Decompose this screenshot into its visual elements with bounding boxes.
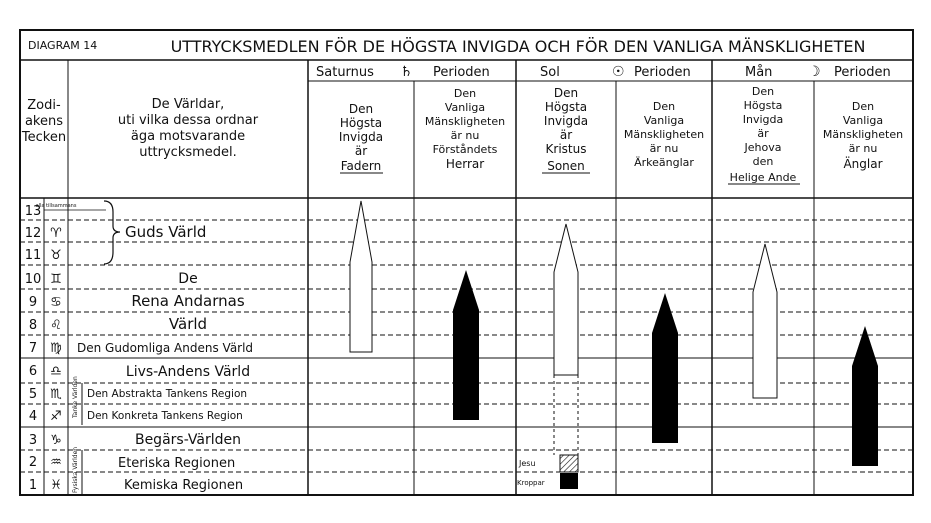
svg-text:7: 7 — [28, 341, 38, 356]
label-gudomliga: Den Gudomliga Andens Värld — [77, 341, 254, 355]
svg-text:Den: Den — [553, 86, 579, 100]
svg-text:12: 12 — [24, 226, 42, 241]
svg-text:Kristus: Kristus — [545, 142, 587, 156]
svg-text:♎: ♎ — [50, 364, 62, 379]
svg-text:Helige Ande: Helige Ande — [729, 171, 797, 184]
svg-text:♏: ♏ — [50, 387, 62, 402]
period-man — [745, 64, 891, 80]
svg-text:Högsta: Högsta — [339, 116, 383, 130]
svg-text:uttrycksmedel.: uttrycksmedel. — [139, 145, 237, 160]
svg-text:Ärkeänglar: Ärkeänglar — [634, 156, 694, 169]
svg-text:Invigda: Invigda — [742, 113, 784, 126]
label-konkreta: Den Konkreta Tankens Region — [87, 410, 243, 422]
svg-text:♐: ♐ — [50, 409, 62, 424]
vehicle-saturnus-invigda — [350, 201, 372, 352]
col-header-sol-manskligheten — [624, 100, 704, 169]
svg-text:3: 3 — [28, 433, 38, 448]
jesu-label: Jesu — [519, 459, 536, 468]
col-header-man-manskligheten — [823, 100, 903, 171]
label-tanke-varlden: Tanke Världen — [72, 376, 79, 418]
svg-text:är nu: är nu — [649, 142, 679, 155]
label-abstrakta: Den Abstrakta Tankens Region — [87, 388, 248, 400]
label-fysiska-varlden: Fysiska Världen — [72, 446, 79, 493]
svg-text:är nu: är nu — [450, 129, 480, 142]
svg-text:Mänskligheten: Mänskligheten — [623, 128, 705, 141]
svg-text:äga motsvarande: äga motsvarande — [130, 129, 246, 144]
svg-text:♑: ♑ — [50, 433, 62, 448]
svg-text:♈: ♈ — [50, 226, 62, 241]
svg-text:8: 8 — [28, 318, 38, 333]
svg-text:Änglar: Änglar — [843, 157, 883, 171]
label-guds-varld: Guds Värld — [125, 223, 207, 241]
svg-text:Högsta: Högsta — [544, 100, 588, 114]
diagram-title: UTTRYCKSMEDLEN FÖR DE HÖGSTA INVIGDA OCH FÖR DEN VANLIGA MÄNSKLIGHETEN — [170, 37, 866, 56]
svg-text:Perioden: Perioden — [634, 65, 691, 80]
svg-text:10: 10 — [24, 272, 42, 287]
jesu-body-box — [560, 455, 578, 472]
svg-text:Zodi-: Zodi- — [27, 98, 61, 113]
svg-text:♌: ♌ — [50, 318, 62, 333]
vehicle-saturnus-manskligheten — [453, 270, 479, 420]
svg-text:Vanliga: Vanliga — [643, 114, 685, 127]
svg-text:Perioden: Perioden — [834, 65, 891, 80]
svg-text:Mån: Mån — [745, 65, 773, 80]
svg-text:Vanliga: Vanliga — [842, 114, 884, 127]
svg-text:är: är — [757, 127, 769, 140]
svg-text:Den: Den — [851, 100, 875, 113]
zodiac-header — [21, 98, 66, 145]
svg-text:Den: Den — [652, 100, 676, 113]
svg-text:Sonen: Sonen — [547, 159, 585, 173]
svg-text:9: 9 — [28, 295, 38, 310]
svg-text:Mänskligheten: Mänskligheten — [424, 115, 506, 128]
svg-text:Tecken: Tecken — [21, 130, 67, 145]
svg-text:Vanliga: Vanliga — [444, 101, 486, 114]
svg-text:13: 13 — [24, 204, 42, 219]
svg-text:♍: ♍ — [50, 341, 62, 356]
period-saturnus — [316, 64, 490, 80]
svg-text:5: 5 — [28, 387, 38, 402]
svg-text:De Världar,: De Världar, — [151, 97, 225, 112]
svg-text:Herrar: Herrar — [445, 157, 485, 171]
col-header-saturnus-invigda — [339, 102, 383, 173]
period-sol — [540, 64, 691, 80]
label-rena-andarnas: Rena Andarnas — [131, 292, 245, 310]
vehicle-sol-invigda — [554, 224, 578, 375]
svg-text:Mänskligheten: Mänskligheten — [822, 128, 904, 141]
svg-text:Den: Den — [751, 85, 775, 98]
svg-text:4: 4 — [28, 409, 38, 424]
svg-text:♓: ♓ — [50, 478, 62, 493]
svg-text:akens: akens — [24, 114, 64, 129]
svg-text:Förståndets: Förståndets — [432, 143, 498, 156]
svg-text:♄: ♄ — [400, 64, 413, 80]
col-header-sol-invigda — [542, 86, 590, 173]
vehicle-man-manskligheten — [852, 326, 878, 466]
label-begars: Begärs-Världen — [134, 432, 242, 448]
svg-text:11: 11 — [24, 248, 42, 263]
svg-text:Invigda: Invigda — [543, 114, 589, 128]
label-de: De — [178, 271, 198, 287]
vehicle-man-invigda — [753, 244, 777, 398]
note-alla-tillsammans: alla tillsammans — [35, 203, 77, 209]
svg-text:2: 2 — [28, 455, 38, 470]
svg-text:Den: Den — [348, 102, 374, 116]
svg-text:Sol: Sol — [540, 65, 560, 80]
label-kemiska: Kemiska Regionen — [124, 478, 244, 493]
svg-text:Den: Den — [453, 87, 477, 100]
label-varld: Värld — [168, 315, 208, 333]
col-header-saturnus-manskligheten — [425, 87, 505, 171]
svg-text:Invigda: Invigda — [338, 130, 384, 144]
kroppar-body-box — [560, 473, 578, 489]
svg-text:Saturnus: Saturnus — [316, 65, 374, 80]
vehicle-sol-manskligheten — [652, 293, 678, 443]
svg-text:♋: ♋ — [50, 295, 62, 310]
svg-text:Fadern: Fadern — [340, 159, 382, 173]
svg-text:☉: ☉ — [612, 64, 625, 80]
svg-text:Högsta: Högsta — [743, 99, 783, 112]
svg-text:♊: ♊ — [50, 272, 62, 287]
brace-guds-varld — [104, 201, 120, 264]
svg-text:☽: ☽ — [808, 64, 821, 80]
worlds-header — [118, 97, 259, 160]
svg-text:uti vilka dessa ordnar: uti vilka dessa ordnar — [117, 113, 259, 128]
svg-text:den: den — [752, 155, 774, 168]
svg-text:♉: ♉ — [50, 248, 62, 263]
svg-text:6: 6 — [28, 364, 38, 379]
svg-text:är: är — [559, 128, 573, 142]
svg-text:Perioden: Perioden — [433, 65, 490, 80]
svg-text:♒: ♒ — [50, 455, 62, 470]
diagram-label: DIAGRAM 14 — [28, 39, 98, 52]
svg-text:är: är — [354, 144, 368, 158]
svg-text:1: 1 — [28, 478, 38, 493]
label-livs-andens: Livs-Andens Värld — [125, 364, 251, 380]
label-eteriska: Eteriska Regionen — [118, 456, 236, 471]
svg-text:Jehova: Jehova — [744, 141, 782, 154]
kroppar-label: Kroppar — [517, 479, 545, 487]
col-header-man-invigda — [728, 85, 800, 184]
svg-text:är nu: är nu — [848, 142, 878, 155]
